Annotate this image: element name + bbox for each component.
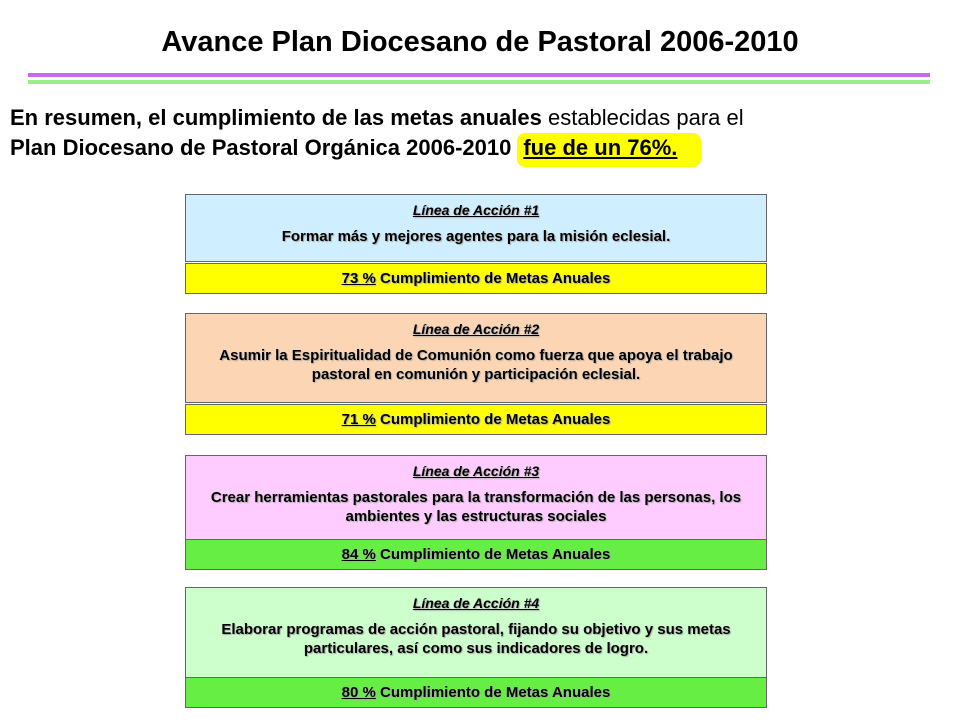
action-line-1-description: Formar más y mejores agentes para la misión eclesial. — [281, 228, 671, 245]
action-line-4-progress-bar — [185, 677, 767, 708]
action-line-1-bar-label: Cumplimiento de Metas Anuales — [375, 270, 611, 287]
summary-part1: En resumen, el cumplimiento de las metas anuales — [10, 105, 542, 130]
action-line-2-progress-bar — [185, 404, 767, 435]
action-line-4-bar-label: Cumplimiento de Metas Anuales — [375, 684, 611, 701]
action-line-2-heading: Línea de Acción #2 — [412, 321, 540, 337]
action-line-3-bar-label: Cumplimiento de Metas Anuales — [375, 546, 611, 563]
action-line-3-percent: 84 % — [341, 546, 376, 563]
page-title: Avance Plan Diocesano de Pastoral 2006-2010 — [161, 26, 799, 58]
action-line-3-description: Crear herramientas pastorales para la transformación de las personas, los ambientes y las estructuras sociales — [210, 489, 742, 525]
summary-part3: Plan Diocesano de Pastoral Orgánica 2006-2010 — [10, 135, 512, 160]
action-line-2-percent: 71 % — [341, 411, 376, 428]
action-line-4-box — [185, 587, 767, 679]
action-line-3-progress-bar — [185, 539, 767, 570]
action-line-1-progress-bar — [185, 263, 767, 294]
action-line-4-description: Elaborar programas de acción pastoral, fijando su objetivo y sus metas particulares, así como sus indicadores de logro. — [221, 621, 731, 657]
action-line-2-description: Asumir la Espiritualidad de Comunión como fuerza que apoya el trabajo pastoral en comunión y participación eclesial. — [219, 347, 733, 383]
action-line-2-bar-label: Cumplimiento de Metas Anuales — [375, 411, 611, 428]
action-line-2-box — [185, 313, 767, 403]
summary-highlight — [517, 133, 701, 167]
action-line-4-percent: 80 % — [341, 684, 376, 701]
action-line-1-heading: Línea de Acción #1 — [412, 202, 540, 218]
action-line-4-heading: Línea de Acción #4 — [412, 595, 540, 611]
title-divider-purple — [28, 73, 930, 77]
summary-text — [10, 103, 950, 167]
action-line-1-box — [185, 194, 767, 262]
action-line-3-box — [185, 455, 767, 540]
summary-part2: establecidas para el — [541, 105, 744, 130]
action-line-1-percent: 73 % — [341, 270, 376, 287]
summary-highlight-text: fue de un 76%. — [523, 135, 678, 160]
title-divider-green — [28, 80, 930, 84]
action-line-3-heading: Línea de Acción #3 — [412, 463, 540, 479]
